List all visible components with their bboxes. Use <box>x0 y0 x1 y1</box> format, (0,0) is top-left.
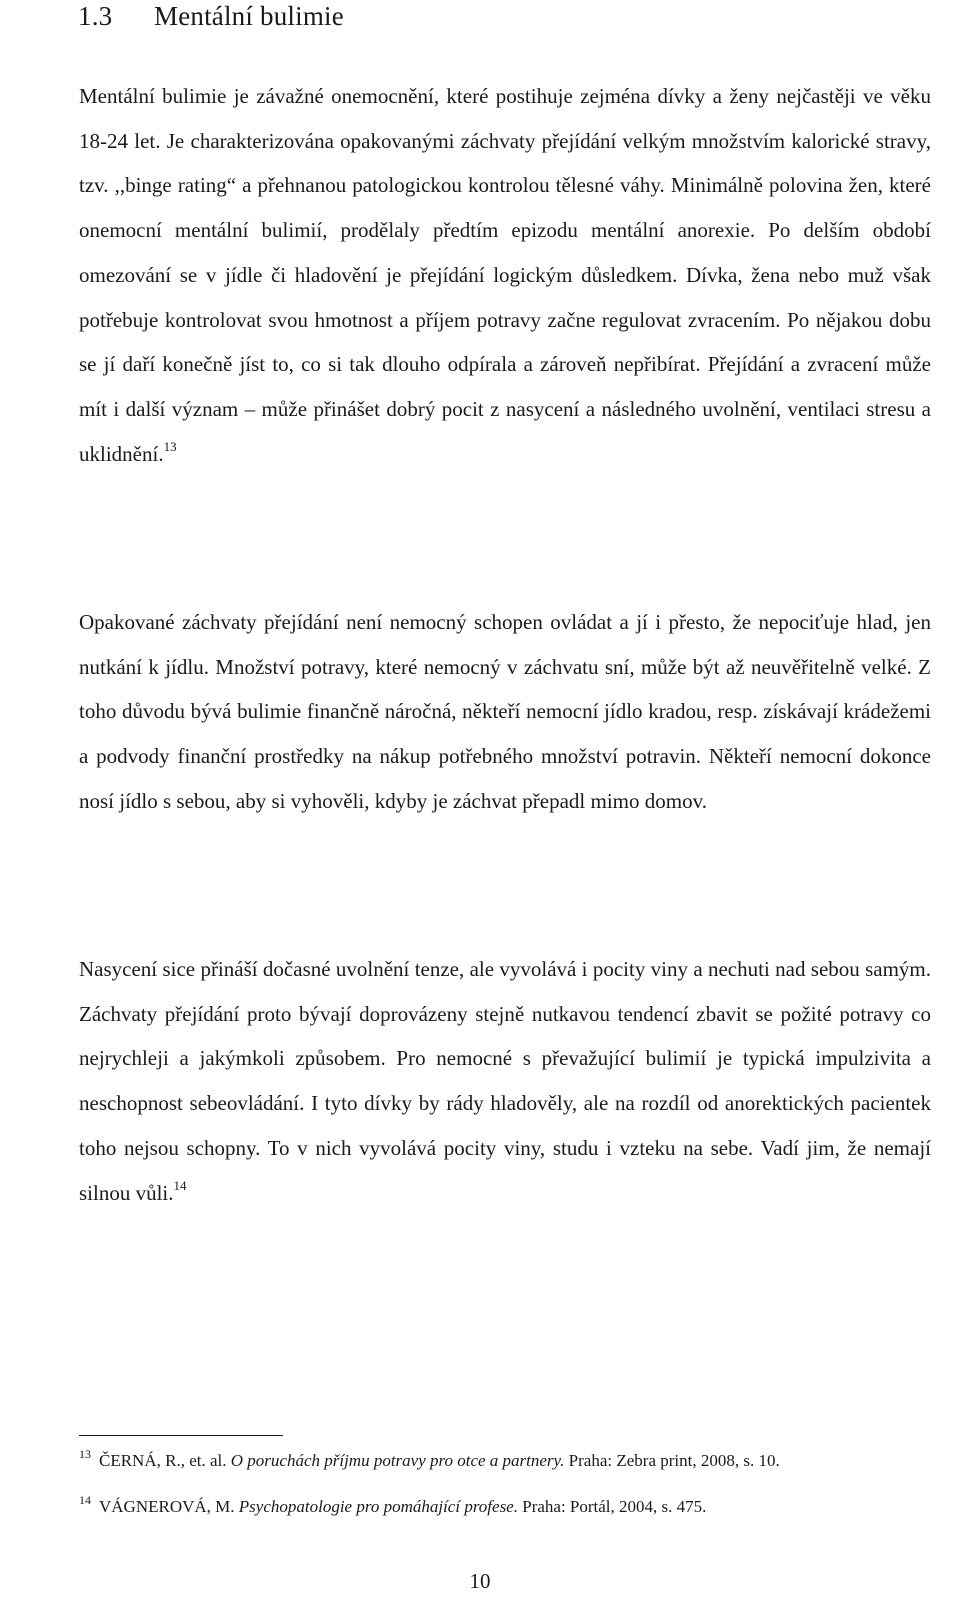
footnote-13-title: O poruchách příjmu potravy pro otce a partnery. <box>230 1451 565 1470</box>
paragraph-1-text: Mentální bulimie je závažné onemocnění, které postihuje zejména dívky a ženy nejčastěji ve věku 18-24 let. Je charakterizována opakovanými záchvaty přejídání velkým množstvím kalorické stravy, tzv. ,,binge rating“ a přehnanou patologickou kontrolou tělesné váhy. Minimálně polovina žen, které onemocní mentální bulimií, prodělaly předtím epizodu mentální anorexie. Po delším období omezování se v jídle či hladovění je přejídání logickým důsledkem. Dívka, žena nebo muž však potřebuje kontrolovat svou hmotnost a příjem potravy začne regulovat zvracením. Po nějakou dobu se jí daří konečně jíst to, co si tak dlouho odpírala a zároveň nepřibírat. Přejídání a zvracení může mít i další význam – může přinášet dobrý pocit z nasycení a následného uvolnění, ventilaci stresu a uklidnění. <box>79 84 931 466</box>
paragraph-2 <box>79 600 931 824</box>
section-title: Mentální bulimie <box>154 1 344 31</box>
paragraph-2-text: Opakované záchvaty přejídání není nemocný schopen ovládat a jí i přesto, že nepociťuje hlad, jen nutkání k jídlu. Množství potravy, které nemocný v záchvatu sní, může být až neuvěřitelně velké. Z toho důvodu bývá bulimie finančně náročná, někteří nemocní jídlo kradou, resp. získávají krádežemi a podvody finanční prostředky na nákup potřebného množství potravin. Někteří nemocní dokonce nosí jídlo s sebou, aby si vyhověli, kdyby je záchvat přepadl mimo domov. <box>79 610 931 813</box>
section-number: 1.3 <box>78 1 113 31</box>
footnote-13 <box>79 1447 931 1471</box>
paragraph-1 <box>79 74 931 476</box>
footnote-14-title: Psychopatologie pro pomáhající profese. <box>238 1497 518 1516</box>
footnote-13-publication: Praha: Zebra print, 2008, s. 10. <box>568 1451 780 1470</box>
footnote-13-author: ČERNÁ, R., et. al. <box>99 1451 227 1470</box>
section-heading <box>78 0 344 32</box>
footnote-ref-13: 13 <box>163 438 177 454</box>
footnote-14-number: 14 <box>79 1493 91 1507</box>
footnote-14-author: VÁGNEROVÁ, M. <box>99 1497 235 1516</box>
footnote-14 <box>79 1493 931 1517</box>
footnote-13-number: 13 <box>79 1447 91 1461</box>
paragraph-3 <box>79 947 931 1215</box>
footnote-ref-14: 14 <box>173 1177 187 1193</box>
page-number: 10 <box>469 1569 491 1593</box>
footnote-separator <box>79 1435 283 1436</box>
paragraph-3-text: Nasycení sice přináší dočasné uvolnění tenze, ale vyvolává i pocity viny a nechuti nad sebou samým. Záchvaty přejídání proto bývají doprovázeny stejně nutkavou tendencí zbavit se požité potravy co nejrychleji a jakýmkoli způsobem. Pro nemocné s převažující bulimií je typická impulzivita a neschopnost sebeovládání. I tyto dívky by rády hladověly, ale na rozdíl od anorektických pacientek toho nejsou schopny. To v nich vyvolává pocity viny, studu i vzteku na sebe. Vadí jim, že nemají silnou vůli. <box>79 957 931 1205</box>
footnote-14-publication: Praha: Portál, 2004, s. 475. <box>522 1497 707 1516</box>
